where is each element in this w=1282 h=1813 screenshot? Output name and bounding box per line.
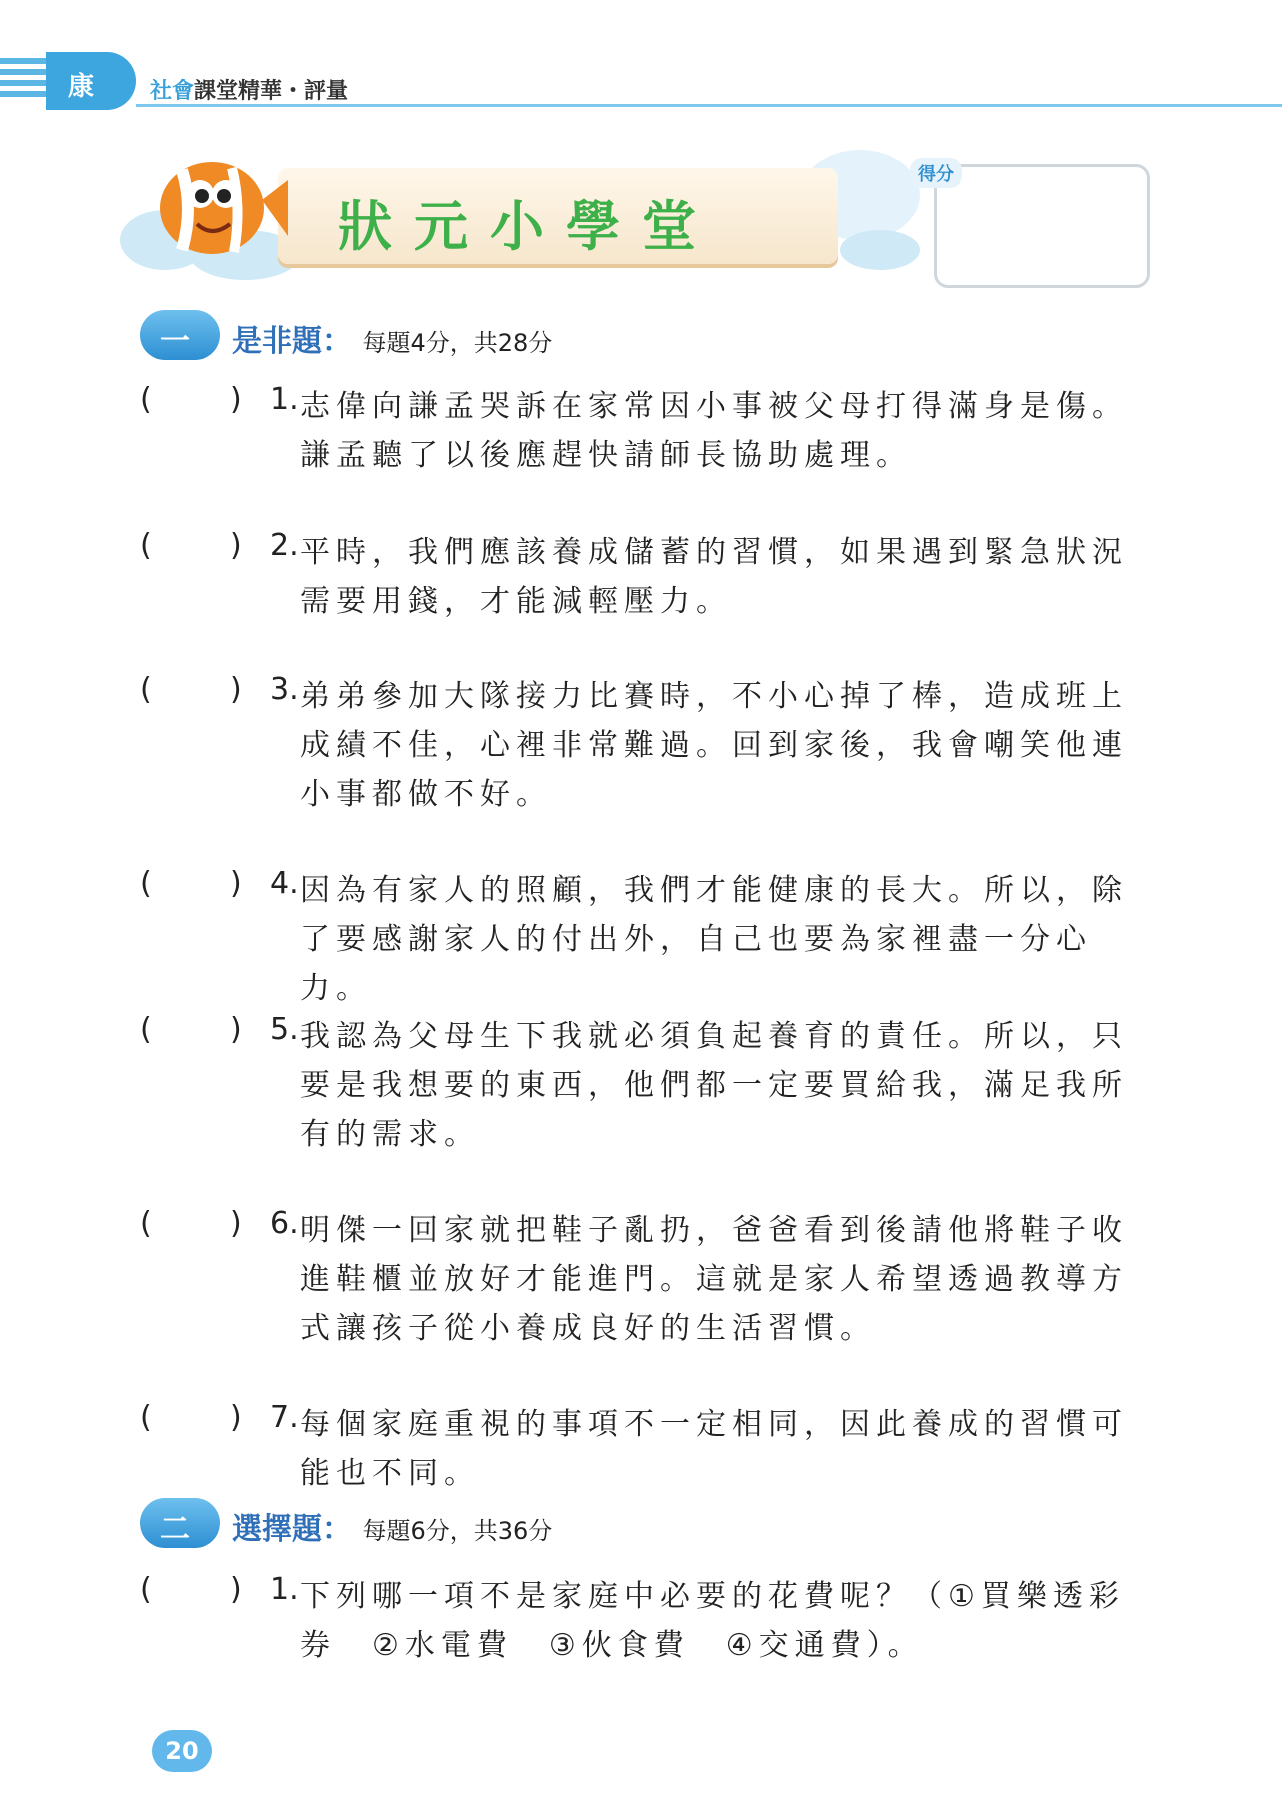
question-number: 4.	[270, 866, 299, 901]
header-title-rest: 課堂精華・評量	[194, 79, 349, 104]
question-text: 因為有家人的照顧，我們才能健康的長大。所以，除了要感謝家人的付出外，自己也要為家裡盡一分心力。	[300, 873, 1128, 1006]
question-number: 5.	[270, 1012, 299, 1047]
title-banner	[278, 168, 838, 264]
section-title-text: 選擇題：	[232, 1512, 352, 1547]
question-number: 7.	[270, 1400, 299, 1435]
section-title	[232, 316, 552, 360]
question-number: 1.	[270, 382, 299, 417]
question-text: 平時，我們應該養成儲蓄的習慣，如果遇到緊急狀況需要用錢，才能減輕壓力。	[300, 535, 1128, 619]
header-divider	[136, 104, 1282, 107]
question-text: 每個家庭重視的事項不一定相同，因此養成的習慣可能也不同。	[300, 1407, 1128, 1491]
section-scoring-info: 每題6分，共36分	[362, 1517, 553, 1545]
section-title	[232, 1504, 552, 1548]
header-publisher-tab	[46, 52, 136, 110]
header-book-title	[150, 74, 348, 105]
section-scoring-info: 每題4分，共28分	[362, 329, 553, 357]
question-number: 6.	[270, 1206, 299, 1241]
section-number: 一	[160, 324, 190, 359]
header-tab-label: 康	[68, 72, 95, 102]
section-number: 二	[160, 1512, 190, 1547]
header-title-accent: 社會	[150, 79, 195, 104]
question-text: 下列哪一項不是家庭中必要的花費呢？（①買樂透彩券 ②水電費 ③伙食費 ④交通費）。	[300, 1579, 1125, 1663]
page-number: 20	[152, 1730, 212, 1772]
cloud-decoration	[840, 230, 920, 270]
section-badge	[140, 1498, 220, 1548]
question-number: 3.	[270, 672, 299, 707]
question-text: 明傑一回家就把鞋子亂扔，爸爸看到後請他將鞋子收進鞋櫃並放好才能進門。這就是家人希望透過教導方式讓孩子從小養成良好的生活習慣。	[300, 1213, 1128, 1346]
score-box	[934, 164, 1150, 288]
clownfish-mascot-icon	[142, 140, 292, 280]
section-title-text: 是非題：	[232, 324, 352, 359]
banner-title: 狀元小學堂	[338, 195, 718, 258]
question-number: 2.	[270, 528, 299, 563]
score-label: 得分	[910, 158, 962, 188]
section-badge	[140, 310, 220, 360]
question-text: 弟弟參加大隊接力比賽時，不小心掉了棒，造成班上成績不佳，心裡非常難過。回到家後，我會嘲笑他連小事都做不好。	[300, 679, 1128, 812]
question-text: 我認為父母生下我就必須負起養育的責任。所以，只要是我想要的東西，他們都一定要買給我，滿足我所有的需求。	[300, 1019, 1128, 1152]
question-number: 1.	[270, 1572, 299, 1607]
question-text: 志偉向謙孟哭訴在家常因小事被父母打得滿身是傷。謙孟聽了以後應趕快請師長協助處理。	[300, 389, 1128, 473]
